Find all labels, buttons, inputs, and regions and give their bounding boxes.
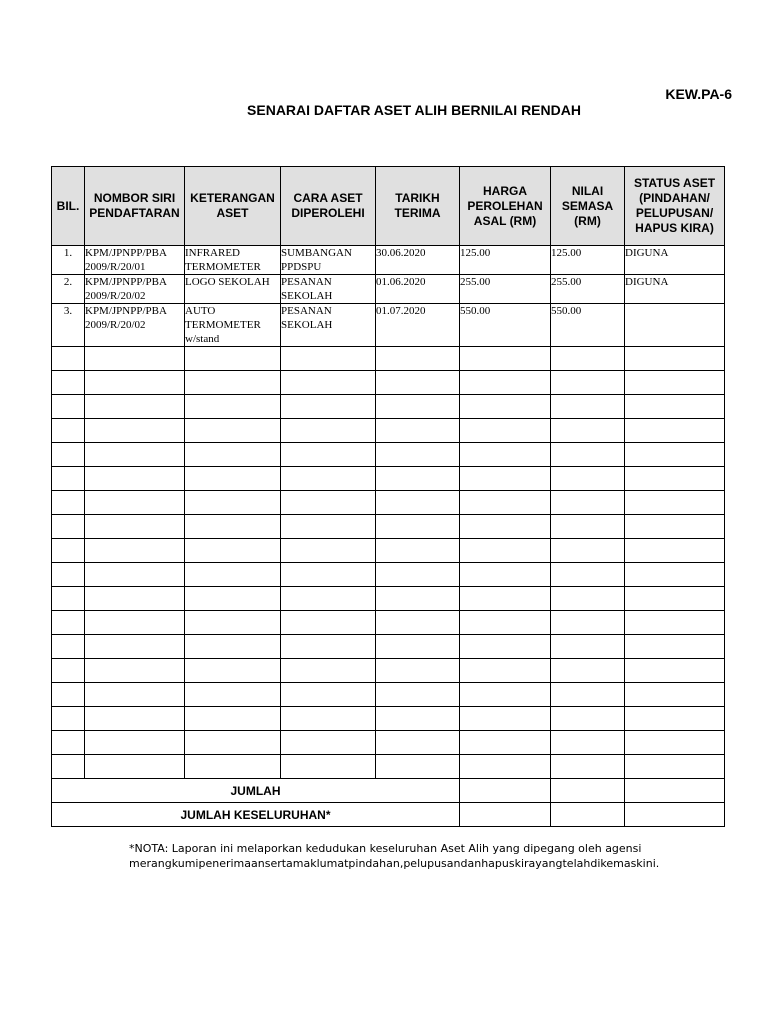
empty-cell [52,611,85,635]
table-row [52,275,725,304]
empty-cell [551,467,625,491]
empty-cell [460,731,551,755]
empty-cell [625,755,725,779]
empty-cell [460,395,551,419]
empty-cell [376,515,460,539]
empty-cell [625,587,725,611]
empty-cell [185,491,281,515]
empty-cell [551,491,625,515]
cell-nilai: 125.00 [551,246,625,275]
empty-cell [625,635,725,659]
empty-cell [85,683,185,707]
empty-cell [551,419,625,443]
grand-total-harga-cell [460,803,551,827]
cell-nombor-siri: KPM/JPNPP/PBA 2009/R/20/01 [85,246,185,275]
header-row [52,167,725,246]
empty-cell [376,467,460,491]
empty-cell [85,755,185,779]
empty-cell [185,707,281,731]
empty-row [52,755,725,779]
empty-cell [85,347,185,371]
empty-cell [460,659,551,683]
empty-cell [52,443,85,467]
empty-row [52,683,725,707]
empty-row [52,563,725,587]
empty-cell [281,683,376,707]
grand-total-nilai-cell [551,803,625,827]
empty-cell [85,707,185,731]
empty-cell [281,587,376,611]
empty-row [52,443,725,467]
empty-cell [281,707,376,731]
empty-row [52,347,725,371]
empty-cell [281,371,376,395]
cell-status [625,304,725,347]
cell-status: DIGUNA [625,275,725,304]
total-harga-cell [460,779,551,803]
empty-cell [376,491,460,515]
empty-cell [185,539,281,563]
empty-cell [85,467,185,491]
cell-harga: 550.00 [460,304,551,347]
cell-tarikh: 01.06.2020 [376,275,460,304]
header-keterangan: KETERANGAN ASET [185,167,281,246]
empty-cell [52,635,85,659]
empty-cell [376,563,460,587]
empty-cell [460,611,551,635]
empty-cell [625,395,725,419]
cell-harga: 125.00 [460,246,551,275]
empty-cell [85,395,185,419]
empty-cell [625,443,725,467]
empty-cell [185,755,281,779]
empty-cell [376,371,460,395]
empty-cell [185,731,281,755]
empty-cell [281,443,376,467]
empty-cell [185,371,281,395]
empty-cell [85,539,185,563]
table-row [52,246,725,275]
cell-nombor-siri: KPM/JPNPP/PBA 2009/R/20/02 [85,275,185,304]
empty-cell [281,659,376,683]
empty-cell [185,419,281,443]
empty-cell [551,443,625,467]
empty-cell [460,371,551,395]
footnote-line-1: *NOTA: Laporan ini melaporkan kedudukan keseluruhan Aset Alih yang dipegang oleh agensi [129,842,642,855]
empty-cell [460,515,551,539]
footnote [129,841,689,871]
empty-cell [281,467,376,491]
empty-cell [551,611,625,635]
empty-cell [551,755,625,779]
grand-total-row [52,803,725,827]
empty-cell [281,611,376,635]
empty-cell [85,371,185,395]
empty-cell [625,419,725,443]
cell-tarikh: 30.06.2020 [376,246,460,275]
empty-row [52,491,725,515]
cell-cara-aset: SUMBANGAN PPDSPU [281,246,376,275]
empty-cell [185,395,281,419]
empty-cell [376,395,460,419]
empty-cell [460,755,551,779]
empty-cell [85,515,185,539]
empty-cell [281,419,376,443]
empty-row [52,731,725,755]
empty-cell [185,611,281,635]
empty-cell [85,635,185,659]
empty-cell [376,587,460,611]
empty-cell [52,659,85,683]
empty-cell [625,467,725,491]
cell-cara-aset: PESANAN SEKOLAH [281,304,376,347]
empty-cell [52,563,85,587]
cell-cara-aset: PESANAN SEKOLAH [281,275,376,304]
empty-cell [52,539,85,563]
empty-cell [281,563,376,587]
empty-cell [376,755,460,779]
empty-cell [625,563,725,587]
cell-bil: 3. [52,304,85,347]
total-row [52,779,725,803]
header-status: STATUS ASET (PINDAHAN/ PELUPUSAN/ HAPUS KIRA) [625,167,725,246]
empty-cell [460,491,551,515]
empty-cell [551,347,625,371]
empty-cell [376,635,460,659]
total-nilai-cell [551,779,625,803]
cell-keterangan: INFRARED TERMOMETER [185,246,281,275]
cell-nilai: 255.00 [551,275,625,304]
empty-cell [625,347,725,371]
empty-cell [625,539,725,563]
cell-bil: 2. [52,275,85,304]
empty-cell [460,443,551,467]
empty-cell [376,347,460,371]
empty-cell [625,731,725,755]
empty-row [52,635,725,659]
empty-row [52,587,725,611]
empty-cell [460,539,551,563]
empty-cell [551,683,625,707]
empty-cell [85,443,185,467]
empty-cell [52,371,85,395]
empty-cell [376,443,460,467]
table-row [52,304,725,347]
cell-tarikh: 01.07.2020 [376,304,460,347]
empty-cell [185,659,281,683]
header-tarikh: TARIKH TERIMA [376,167,460,246]
empty-cell [376,419,460,443]
empty-cell [460,707,551,731]
empty-row [52,371,725,395]
empty-cell [376,539,460,563]
header-bil: BIL. [52,167,85,246]
empty-cell [185,443,281,467]
empty-cell [185,563,281,587]
empty-cell [185,515,281,539]
cell-nilai: 550.00 [551,304,625,347]
empty-cell [551,587,625,611]
empty-cell [281,395,376,419]
empty-cell [376,683,460,707]
header-nombor-siri: NOMBOR SIRI PENDAFTARAN [85,167,185,246]
empty-cell [52,515,85,539]
empty-row [52,467,725,491]
empty-row [52,395,725,419]
empty-cell [281,635,376,659]
empty-cell [551,371,625,395]
cell-bil: 1. [52,246,85,275]
empty-cell [52,755,85,779]
empty-cell [551,731,625,755]
empty-cell [85,419,185,443]
empty-cell [551,395,625,419]
empty-cell [52,395,85,419]
empty-cell [281,731,376,755]
empty-cell [52,707,85,731]
empty-cell [185,587,281,611]
header-nilai: NILAI SEMASA (RM) [551,167,625,246]
empty-cell [460,587,551,611]
empty-row [52,707,725,731]
empty-cell [52,419,85,443]
empty-cell [52,467,85,491]
empty-cell [625,515,725,539]
empty-cell [625,491,725,515]
total-status-cell [625,779,725,803]
empty-cell [551,707,625,731]
empty-cell [460,467,551,491]
empty-cell [185,467,281,491]
empty-cell [52,683,85,707]
empty-cell [185,683,281,707]
cell-keterangan: LOGO SEKOLAH [185,275,281,304]
footnote-line-2: merangkumipenerimaansertamaklumatpindahan,pelupusandanhapuskirayangtelahdikemaskini. [129,857,660,870]
cell-harga: 255.00 [460,275,551,304]
empty-cell [85,731,185,755]
empty-cell [551,659,625,683]
empty-cell [52,347,85,371]
empty-cell [85,491,185,515]
empty-cell [460,563,551,587]
document-title: SENARAI DAFTAR ASET ALIH BERNILAI RENDAH [247,102,581,118]
empty-cell [281,539,376,563]
empty-cell [85,659,185,683]
empty-cell [376,707,460,731]
grand-total-label: JUMLAH KESELURUHAN* [52,803,460,827]
empty-row [52,611,725,635]
grand-total-status-cell [625,803,725,827]
cell-keterangan: AUTO TERMOMETER w/stand [185,304,281,347]
empty-cell [281,515,376,539]
header-cara-aset: CARA ASET DIPEROLEHI [281,167,376,246]
empty-cell [625,683,725,707]
empty-cell [460,635,551,659]
total-label: JUMLAH [52,779,460,803]
empty-cell [85,563,185,587]
empty-row [52,419,725,443]
cell-status: DIGUNA [625,246,725,275]
empty-cell [551,515,625,539]
empty-row [52,659,725,683]
empty-cell [185,635,281,659]
cell-nombor-siri: KPM/JPNPP/PBA 2009/R/20/02 [85,304,185,347]
form-code: KEW.PA-6 [665,86,732,102]
empty-row [52,539,725,563]
empty-cell [625,707,725,731]
empty-row [52,515,725,539]
empty-cell [376,731,460,755]
empty-cell [625,659,725,683]
empty-cell [52,491,85,515]
empty-cell [551,635,625,659]
empty-cell [281,491,376,515]
empty-cell [281,347,376,371]
empty-cell [625,611,725,635]
empty-cell [376,659,460,683]
empty-cell [85,587,185,611]
asset-table [51,166,725,827]
empty-cell [551,539,625,563]
empty-cell [52,587,85,611]
empty-cell [551,563,625,587]
empty-cell [85,611,185,635]
empty-cell [281,755,376,779]
empty-cell [625,371,725,395]
empty-cell [460,347,551,371]
empty-cell [185,347,281,371]
empty-cell [52,731,85,755]
empty-cell [376,611,460,635]
empty-cell [460,419,551,443]
header-harga: HARGA PEROLEHAN ASAL (RM) [460,167,551,246]
empty-cell [460,683,551,707]
